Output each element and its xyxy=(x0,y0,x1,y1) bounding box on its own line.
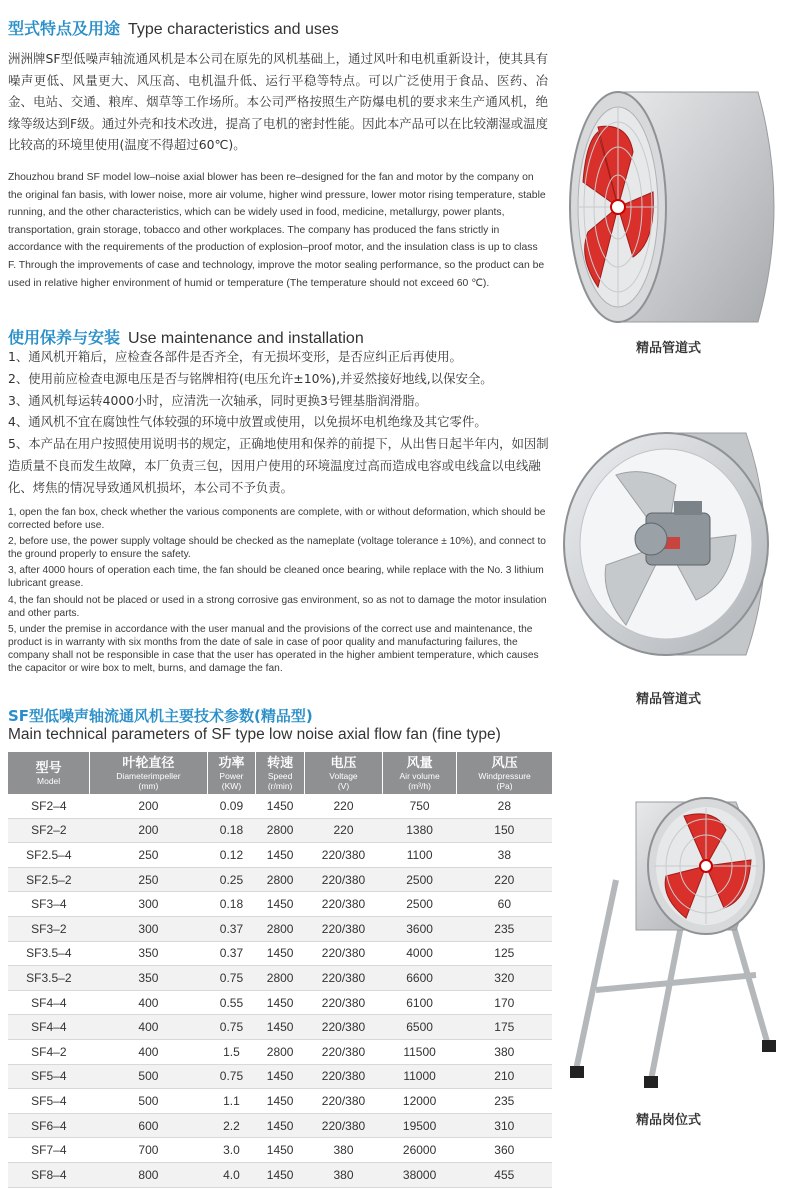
table-cell: 220 xyxy=(304,794,382,818)
table-cell: 220/380 xyxy=(304,916,382,941)
characteristics-paragraph-en: Zhouzhou brand SF model low–noise axial blower has been re–designed for the fan and motor by the company on the original fan basis, with lower noise, more air volume, higher wind pressure, lower motor rising temperature, stable running, and the other characteristics, which can be widely used in food, medicine, metallurgy, power plants, transportation, grain storage, tobacco and other workplaces. The company has produced the fans strictly in accordance with the requirements of the production of explosion–proof motor, and the insulation class is up to class F. Through the improvements of case and technology, improve the motor sealing performance, so the product can be used in relative higher environment of humid or temperature (The temperature should not exceed 60 ℃). xyxy=(8,172,546,289)
duct-fan-image-2 xyxy=(556,425,788,663)
table-cell: SF4–4 xyxy=(8,990,90,1015)
table-cell: SF4–4 xyxy=(8,1015,90,1040)
section-type-characteristics-heading xyxy=(8,16,339,39)
table-cell: 0.18 xyxy=(207,818,256,843)
table-cell: 11500 xyxy=(383,1039,457,1064)
table-cell: 1.1 xyxy=(207,1089,256,1114)
table-row xyxy=(8,794,552,818)
table-cell: 300 xyxy=(90,892,207,917)
table-row xyxy=(8,1138,552,1163)
table-cell: 220/380 xyxy=(304,966,382,991)
table-cell: 2800 xyxy=(256,818,305,843)
table-cell: 125 xyxy=(457,941,552,966)
table-cell: 300 xyxy=(90,916,207,941)
table-cell: SF2–4 xyxy=(8,794,90,818)
table-cell: 3600 xyxy=(383,916,457,941)
table-cell: 1450 xyxy=(256,941,305,966)
table-row xyxy=(8,1039,552,1064)
table-cell: 0.75 xyxy=(207,1064,256,1089)
product-caption: 精品管道式 xyxy=(636,341,702,356)
table-cell: 380 xyxy=(304,1138,382,1163)
list-item: 2、使用前应检查电源电压是否与铭牌相符(电压允许±10%),并妥然接好地线,以保安全。 xyxy=(8,370,493,386)
table-cell: 220/380 xyxy=(304,990,382,1015)
table-cell: 1450 xyxy=(256,1064,305,1089)
table-row xyxy=(8,1064,552,1089)
table-cell: 380 xyxy=(304,1162,382,1187)
table-cell: SF8–4 xyxy=(8,1162,90,1187)
table-cell: SF2.5–2 xyxy=(8,867,90,892)
spec-table xyxy=(8,752,552,1188)
table-cell: 2800 xyxy=(256,867,305,892)
table-cell: 455 xyxy=(457,1162,552,1187)
table-row xyxy=(8,990,552,1015)
list-item: 4、通风机不宜在腐蚀性气体较强的环境中放置或使用，以免损坏电机绝缘及其它零件。 xyxy=(8,414,487,430)
duct-fan-image-1 xyxy=(558,82,794,332)
table-cell: 1450 xyxy=(256,843,305,868)
table-cell: 0.75 xyxy=(207,966,256,991)
table-row xyxy=(8,843,552,868)
list-item: 3, after 4000 hours of operation each time, the fan should be cleaned once bearing, while replace with the No. 3 lithium lubricant grease. xyxy=(8,565,544,590)
table-cell: 2800 xyxy=(256,966,305,991)
table-cell: 320 xyxy=(457,966,552,991)
table-row xyxy=(8,867,552,892)
table-cell: SF3.5–4 xyxy=(8,941,90,966)
product-caption: 精品岗位式 xyxy=(636,1113,702,1128)
table-cell: 1450 xyxy=(256,1015,305,1040)
table-cell: 220/380 xyxy=(304,1113,382,1138)
list-item: 3、通风机每运转4000小时，应清洗一次轴承，同时更换3号锂基脂润滑脂。 xyxy=(8,392,428,408)
list-item: 1, open the fan box, check whether the various components are complete, with or without deformation, which should be corrected before use. xyxy=(8,507,546,532)
header-speed: 转速 Speed (r/min) xyxy=(256,752,305,794)
table-cell: 6100 xyxy=(383,990,457,1015)
table-cell: 1450 xyxy=(256,892,305,917)
table-cell: 800 xyxy=(90,1162,207,1187)
table-cell: 210 xyxy=(457,1064,552,1089)
table-cell: 1450 xyxy=(256,1113,305,1138)
table-row xyxy=(8,1089,552,1114)
table-cell: SF4–2 xyxy=(8,1039,90,1064)
table-cell: 3.0 xyxy=(207,1138,256,1163)
table-cell: SF2.5–4 xyxy=(8,843,90,868)
table-cell: 12000 xyxy=(383,1089,457,1114)
table-cell: 38 xyxy=(457,843,552,868)
table-cell: 220/380 xyxy=(304,1089,382,1114)
header-wind-pressure: 风压 Windpressure (Pa) xyxy=(457,752,552,794)
section-maintenance-heading xyxy=(8,325,364,348)
table-row xyxy=(8,916,552,941)
section-title-cn: 型式特点及用途 xyxy=(8,19,121,38)
table-cell: 0.12 xyxy=(207,843,256,868)
list-item: 1、通风机开箱后，应检查各部件是否齐全，有无损坏变形，是否应纠正后再使用。 xyxy=(8,349,462,364)
table-cell: 360 xyxy=(457,1138,552,1163)
header-diameter: 叶轮直径 Diameterimpeller (mm) xyxy=(90,752,207,794)
pedestal-fan-image xyxy=(556,790,790,1090)
table-cell: SF5–4 xyxy=(8,1064,90,1089)
table-cell: 235 xyxy=(457,1089,552,1114)
table-cell: 400 xyxy=(90,990,207,1015)
table-cell: 400 xyxy=(90,1039,207,1064)
table-row xyxy=(8,892,552,917)
table-cell: 1450 xyxy=(256,990,305,1015)
table-cell: 0.55 xyxy=(207,990,256,1015)
characteristics-paragraph-cn: 洲洲牌SF型低噪声轴流通风机是本公司在原先的风机基础上，通过风叶和电机重新设计，使其具有噪声更低、风量更大、风压高、电机温升低、运行平稳等特点。可以广泛使用于食品、医药、冶金、电站、交通、粮库、烟草等工作场所。本公司严格按照生产防爆电机的要求来生产通风机，绝缘等级达到F级。通过外壳和技术改进，提高了电机的密封性能。因此本产品可以在比较潮湿或温度比较高的环境里使用(温度不得超过60℃)。 xyxy=(8,51,548,152)
table-cell: 220/380 xyxy=(304,1039,382,1064)
table-cell: 26000 xyxy=(383,1138,457,1163)
table-cell: 0.09 xyxy=(207,794,256,818)
table-cell: 350 xyxy=(90,941,207,966)
table-cell: 28 xyxy=(457,794,552,818)
table-cell: 1450 xyxy=(256,1089,305,1114)
table-cell: 19500 xyxy=(383,1113,457,1138)
table-cell: 400 xyxy=(90,1015,207,1040)
product-caption: 精品管道式 xyxy=(636,692,702,707)
table-cell: 250 xyxy=(90,867,207,892)
table-cell: 2.2 xyxy=(207,1113,256,1138)
table-cell: 700 xyxy=(90,1138,207,1163)
table-cell: 0.25 xyxy=(207,867,256,892)
table-cell: 2500 xyxy=(383,867,457,892)
section-title-en: Use maintenance and installation xyxy=(128,330,364,347)
table-cell: 1450 xyxy=(256,1138,305,1163)
table-row xyxy=(8,941,552,966)
table-cell: SF3.5–2 xyxy=(8,966,90,991)
table-cell: 500 xyxy=(90,1064,207,1089)
table-cell: 175 xyxy=(457,1015,552,1040)
table-cell: 0.18 xyxy=(207,892,256,917)
table-cell: 170 xyxy=(457,990,552,1015)
table-row xyxy=(8,1162,552,1187)
table-cell: 220 xyxy=(457,867,552,892)
table-cell: 60 xyxy=(457,892,552,917)
section-title-en: Type characteristics and uses xyxy=(128,21,339,38)
table-cell: 1450 xyxy=(256,1162,305,1187)
table-cell: 11000 xyxy=(383,1064,457,1089)
table-cell: 38000 xyxy=(383,1162,457,1187)
table-title-en: Main technical parameters of SF type low noise axial flow fan (fine type) xyxy=(8,726,501,743)
table-cell: 6600 xyxy=(383,966,457,991)
table-cell: 500 xyxy=(90,1089,207,1114)
table-cell: 220/380 xyxy=(304,1015,382,1040)
table-cell: 4000 xyxy=(383,941,457,966)
list-item: 5、本产品在用户按照使用说明书的规定，正确地使用和保养的前提下，从出售日起半年内，如因制造质量不良而发生故障，本厂负责三包，因用户使用的环境温度过高而造成电容或电线盒以电线融化、烤焦的情况导致通风机损坏，本公司不予负责。 xyxy=(8,436,549,495)
table-cell: 6500 xyxy=(383,1015,457,1040)
table-cell: SF6–4 xyxy=(8,1113,90,1138)
table-cell: 220/380 xyxy=(304,867,382,892)
list-item: 5, under the premise in accordance with the user manual and the provisions of the correct use and maintenance, the product is in warranty with six months from the date of sale in case of poor quality and manufacturing failures, the company shall not be responsible in case that the user has operated in the higher ambient temperature, which causes the capacitor or wire box to melt, burns, and damage the fan. xyxy=(8,623,539,675)
table-cell: 2800 xyxy=(256,916,305,941)
table-cell: 220 xyxy=(304,818,382,843)
table-title-cn: SF型低噪声轴流通风机主要技术参数(精品型) xyxy=(8,707,313,725)
table-cell: 220/380 xyxy=(304,941,382,966)
table-cell: 220/380 xyxy=(304,1064,382,1089)
table-cell: SF5–4 xyxy=(8,1089,90,1114)
section-title-cn: 使用保养与安装 xyxy=(8,328,121,347)
table-cell: 200 xyxy=(90,818,207,843)
table-cell: 220/380 xyxy=(304,892,382,917)
header-voltage: 电压 Voltage (V) xyxy=(304,752,382,794)
list-item: 4, the fan should not be placed or used in a strong corrosive gas environment, so as not to damage the motor insulation and other parts. xyxy=(8,594,547,619)
table-cell: 600 xyxy=(90,1113,207,1138)
table-cell: SF2–2 xyxy=(8,818,90,843)
table-cell: SF3–2 xyxy=(8,916,90,941)
table-cell: 0.75 xyxy=(207,1015,256,1040)
header-power: 功率 Power (KW) xyxy=(207,752,256,794)
table-cell: 2800 xyxy=(256,1039,305,1064)
table-cell: 380 xyxy=(457,1039,552,1064)
table-row xyxy=(8,966,552,991)
table-cell: 750 xyxy=(383,794,457,818)
table-header-row xyxy=(8,752,552,794)
table-cell: 220/380 xyxy=(304,843,382,868)
table-row xyxy=(8,1015,552,1040)
table-cell: 200 xyxy=(90,794,207,818)
table-cell: 1380 xyxy=(383,818,457,843)
table-cell: 235 xyxy=(457,916,552,941)
table-body xyxy=(8,794,552,1187)
table-cell: 0.37 xyxy=(207,941,256,966)
header-model: 型号 Model xyxy=(8,752,90,794)
table-cell: 310 xyxy=(457,1113,552,1138)
table-cell: SF7–4 xyxy=(8,1138,90,1163)
table-cell: 350 xyxy=(90,966,207,991)
maintenance-list-en xyxy=(8,506,553,678)
table-cell: 0.37 xyxy=(207,916,256,941)
header-air-volume: 风量 Air volume (m³/h) xyxy=(383,752,457,794)
table-cell: 1100 xyxy=(383,843,457,868)
table-cell: 250 xyxy=(90,843,207,868)
table-cell: 150 xyxy=(457,818,552,843)
table-cell: SF3–4 xyxy=(8,892,90,917)
table-row xyxy=(8,818,552,843)
table-cell: 1450 xyxy=(256,794,305,818)
table-cell: 2500 xyxy=(383,892,457,917)
list-item: 2, before use, the power supply voltage should be checked as the nameplate (voltage tolerance ± 10%), and connect to the ground properly to ensure the safety. xyxy=(8,536,546,561)
maintenance-list-cn xyxy=(8,346,553,499)
table-cell: 4.0 xyxy=(207,1162,256,1187)
table-cell: 1.5 xyxy=(207,1039,256,1064)
table-row xyxy=(8,1113,552,1138)
